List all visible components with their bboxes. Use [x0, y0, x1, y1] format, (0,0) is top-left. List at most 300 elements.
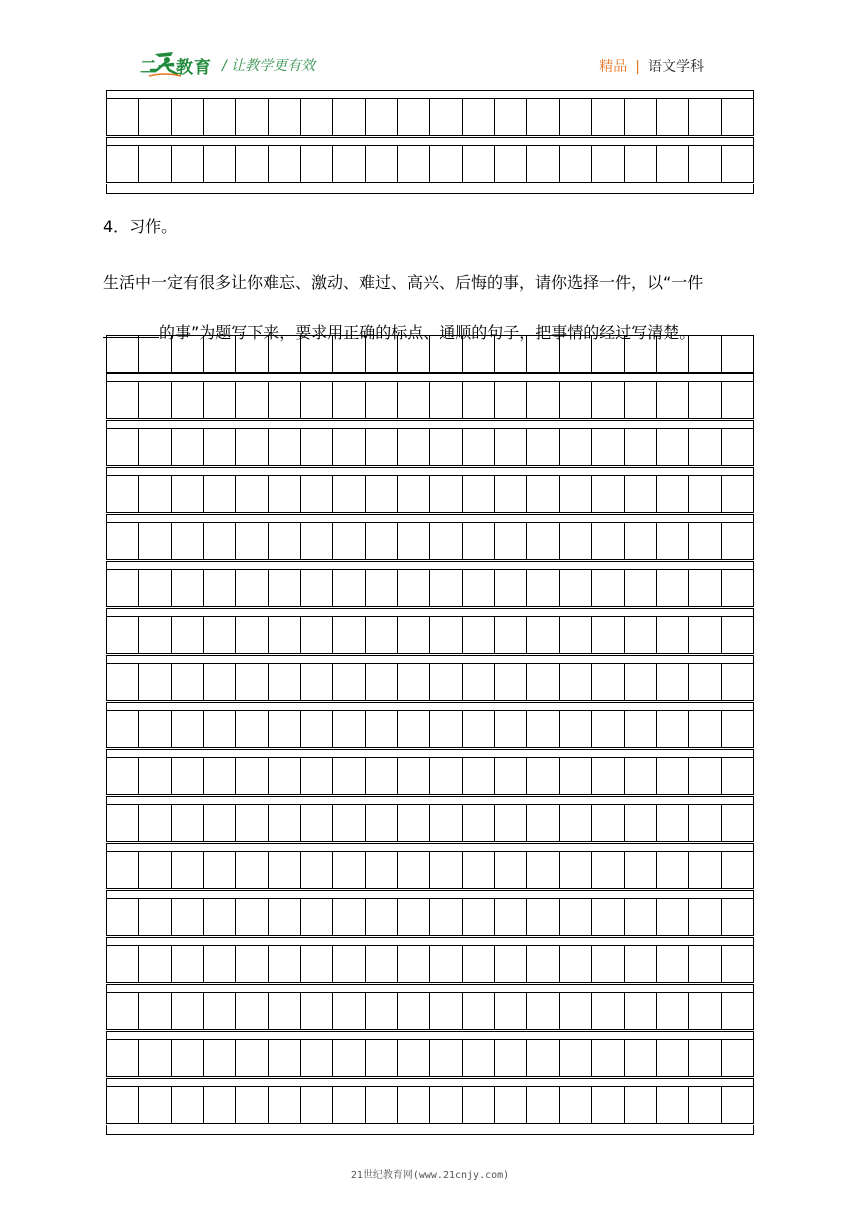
grid-cell[interactable] [301, 476, 333, 512]
grid-cell[interactable] [333, 382, 365, 418]
grid-cell[interactable] [689, 617, 721, 653]
grid-cell[interactable] [172, 523, 204, 559]
grid-cell[interactable] [204, 805, 236, 841]
grid-cell[interactable] [172, 946, 204, 982]
grid-cell[interactable] [495, 617, 527, 653]
grid-cell[interactable] [592, 805, 624, 841]
grid-cell[interactable] [139, 382, 171, 418]
grid-cell[interactable] [463, 946, 495, 982]
grid-cell[interactable] [657, 570, 689, 606]
grid-cell[interactable] [107, 805, 139, 841]
grid-cell[interactable] [657, 758, 689, 794]
grid-cell[interactable] [625, 805, 657, 841]
grid-cell[interactable] [107, 523, 139, 559]
grid-cell[interactable] [657, 523, 689, 559]
grid-cell[interactable] [495, 758, 527, 794]
grid-cell[interactable] [722, 99, 753, 135]
grid-cell[interactable] [560, 382, 592, 418]
grid-cell[interactable] [333, 146, 365, 182]
grid-cell[interactable] [172, 382, 204, 418]
grid-cell[interactable] [107, 336, 139, 372]
grid-cell[interactable] [366, 758, 398, 794]
grid-cell[interactable] [689, 429, 721, 465]
grid-cell[interactable] [689, 946, 721, 982]
grid-cell[interactable] [301, 664, 333, 700]
grid-cell[interactable] [657, 664, 689, 700]
grid-cell[interactable] [592, 476, 624, 512]
grid-cell[interactable] [236, 711, 268, 747]
grid-cell[interactable] [430, 146, 462, 182]
grid-cell[interactable] [430, 336, 462, 372]
grid-cell[interactable] [722, 617, 753, 653]
grid-cell[interactable] [689, 476, 721, 512]
grid-cell[interactable] [366, 993, 398, 1029]
grid-cell[interactable] [527, 805, 559, 841]
grid-cell[interactable] [430, 476, 462, 512]
grid-cell[interactable] [107, 570, 139, 606]
grid-cell[interactable] [463, 664, 495, 700]
grid-cell[interactable] [463, 146, 495, 182]
grid-cell[interactable] [301, 758, 333, 794]
grid-cell[interactable] [592, 382, 624, 418]
grid-cell[interactable] [495, 946, 527, 982]
grid-cell[interactable] [430, 429, 462, 465]
grid-cell[interactable] [333, 523, 365, 559]
grid-cell[interactable] [398, 336, 430, 372]
grid-cell[interactable] [366, 711, 398, 747]
grid-cell[interactable] [107, 711, 139, 747]
grid-cell[interactable] [301, 993, 333, 1029]
grid-cell[interactable] [527, 570, 559, 606]
grid-cell[interactable] [204, 99, 236, 135]
grid-cell[interactable] [301, 946, 333, 982]
grid-cell[interactable] [139, 852, 171, 888]
grid-cell[interactable] [333, 664, 365, 700]
grid-cell[interactable] [204, 570, 236, 606]
grid-cell[interactable] [398, 1040, 430, 1076]
grid-cell[interactable] [301, 1087, 333, 1123]
grid-cell[interactable] [139, 570, 171, 606]
grid-cell[interactable] [560, 336, 592, 372]
grid-cell[interactable] [204, 993, 236, 1029]
grid-cell[interactable] [139, 146, 171, 182]
grid-cell[interactable] [657, 476, 689, 512]
grid-cell[interactable] [139, 664, 171, 700]
grid-cell[interactable] [333, 805, 365, 841]
grid-cell[interactable] [527, 1040, 559, 1076]
grid-cell[interactable] [722, 805, 753, 841]
grid-cell[interactable] [527, 758, 559, 794]
grid-cell[interactable] [722, 664, 753, 700]
grid-cell[interactable] [722, 476, 753, 512]
grid-cell[interactable] [657, 805, 689, 841]
grid-cell[interactable] [398, 570, 430, 606]
grid-cell[interactable] [269, 570, 301, 606]
grid-cell[interactable] [333, 758, 365, 794]
grid-cell[interactable] [107, 1040, 139, 1076]
grid-cell[interactable] [722, 336, 753, 372]
grid-cell[interactable] [366, 946, 398, 982]
grid-cell[interactable] [689, 99, 721, 135]
grid-cell[interactable] [172, 899, 204, 935]
grid-cell[interactable] [527, 476, 559, 512]
grid-cell[interactable] [560, 617, 592, 653]
grid-cell[interactable] [463, 993, 495, 1029]
grid-cell[interactable] [527, 993, 559, 1029]
grid-cell[interactable] [527, 899, 559, 935]
grid-cell[interactable] [657, 429, 689, 465]
grid-cell[interactable] [366, 382, 398, 418]
grid-cell[interactable] [398, 99, 430, 135]
grid-cell[interactable] [204, 617, 236, 653]
grid-cell[interactable] [722, 146, 753, 182]
grid-cell[interactable] [430, 758, 462, 794]
grid-cell[interactable] [398, 758, 430, 794]
grid-cell[interactable] [139, 429, 171, 465]
grid-cell[interactable] [560, 758, 592, 794]
grid-cell[interactable] [236, 758, 268, 794]
grid-cell[interactable] [172, 476, 204, 512]
grid-cell[interactable] [204, 476, 236, 512]
grid-cell[interactable] [625, 570, 657, 606]
grid-cell[interactable] [269, 758, 301, 794]
grid-cell[interactable] [625, 523, 657, 559]
grid-cell[interactable] [236, 852, 268, 888]
grid-cell[interactable] [204, 382, 236, 418]
grid-cell[interactable] [430, 852, 462, 888]
grid-cell[interactable] [657, 1040, 689, 1076]
grid-cell[interactable] [657, 899, 689, 935]
grid-cell[interactable] [398, 146, 430, 182]
grid-cell[interactable] [366, 476, 398, 512]
grid-cell[interactable] [625, 146, 657, 182]
grid-cell[interactable] [139, 805, 171, 841]
grid-cell[interactable] [204, 523, 236, 559]
grid-cell[interactable] [139, 336, 171, 372]
grid-cell[interactable] [527, 382, 559, 418]
grid-cell[interactable] [236, 476, 268, 512]
grid-cell[interactable] [269, 382, 301, 418]
grid-cell[interactable] [301, 146, 333, 182]
grid-cell[interactable] [107, 99, 139, 135]
grid-cell[interactable] [463, 711, 495, 747]
grid-cell[interactable] [139, 476, 171, 512]
grid-cell[interactable] [689, 852, 721, 888]
grid-cell[interactable] [463, 758, 495, 794]
grid-cell[interactable] [527, 664, 559, 700]
grid-cell[interactable] [398, 852, 430, 888]
grid-cell[interactable] [430, 523, 462, 559]
grid-cell[interactable] [269, 99, 301, 135]
grid-cell[interactable] [689, 758, 721, 794]
grid-cell[interactable] [430, 570, 462, 606]
grid-cell[interactable] [495, 1087, 527, 1123]
grid-cell[interactable] [592, 617, 624, 653]
grid-cell[interactable] [625, 664, 657, 700]
grid-cell[interactable] [366, 99, 398, 135]
grid-cell[interactable] [560, 946, 592, 982]
grid-cell[interactable] [398, 523, 430, 559]
grid-cell[interactable] [430, 805, 462, 841]
grid-cell[interactable] [398, 711, 430, 747]
grid-cell[interactable] [204, 429, 236, 465]
grid-cell[interactable] [722, 711, 753, 747]
grid-cell[interactable] [495, 899, 527, 935]
grid-cell[interactable] [107, 617, 139, 653]
grid-cell[interactable] [430, 993, 462, 1029]
grid-cell[interactable] [366, 146, 398, 182]
grid-cell[interactable] [625, 429, 657, 465]
grid-cell[interactable] [463, 429, 495, 465]
grid-cell[interactable] [398, 429, 430, 465]
grid-cell[interactable] [560, 711, 592, 747]
grid-cell[interactable] [107, 664, 139, 700]
grid-cell[interactable] [463, 1087, 495, 1123]
grid-cell[interactable] [333, 570, 365, 606]
grid-cell[interactable] [657, 946, 689, 982]
grid-cell[interactable] [495, 146, 527, 182]
grid-cell[interactable] [527, 429, 559, 465]
grid-cell[interactable] [430, 617, 462, 653]
grid-cell[interactable] [398, 664, 430, 700]
grid-cell[interactable] [689, 711, 721, 747]
grid-cell[interactable] [366, 852, 398, 888]
grid-cell[interactable] [269, 852, 301, 888]
grid-cell[interactable] [172, 664, 204, 700]
grid-cell[interactable] [689, 1087, 721, 1123]
grid-cell[interactable] [430, 1040, 462, 1076]
grid-cell[interactable] [398, 899, 430, 935]
grid-cell[interactable] [689, 382, 721, 418]
grid-cell[interactable] [236, 99, 268, 135]
grid-cell[interactable] [592, 993, 624, 1029]
grid-cell[interactable] [269, 664, 301, 700]
grid-cell[interactable] [204, 146, 236, 182]
grid-cell[interactable] [139, 617, 171, 653]
grid-cell[interactable] [657, 852, 689, 888]
grid-cell[interactable] [592, 1087, 624, 1123]
grid-cell[interactable] [495, 429, 527, 465]
grid-cell[interactable] [625, 99, 657, 135]
grid-cell[interactable] [301, 852, 333, 888]
grid-cell[interactable] [430, 382, 462, 418]
grid-cell[interactable] [333, 336, 365, 372]
grid-cell[interactable] [301, 617, 333, 653]
grid-cell[interactable] [625, 711, 657, 747]
grid-cell[interactable] [689, 805, 721, 841]
grid-cell[interactable] [625, 946, 657, 982]
grid-cell[interactable] [527, 852, 559, 888]
grid-cell[interactable] [236, 429, 268, 465]
grid-cell[interactable] [689, 523, 721, 559]
grid-cell[interactable] [463, 899, 495, 935]
grid-cell[interactable] [430, 711, 462, 747]
grid-cell[interactable] [560, 570, 592, 606]
grid-cell[interactable] [398, 805, 430, 841]
grid-cell[interactable] [430, 899, 462, 935]
grid-cell[interactable] [495, 523, 527, 559]
grid-cell[interactable] [463, 336, 495, 372]
grid-cell[interactable] [333, 99, 365, 135]
grid-cell[interactable] [527, 146, 559, 182]
grid-cell[interactable] [107, 429, 139, 465]
grid-cell[interactable] [172, 1040, 204, 1076]
grid-cell[interactable] [366, 664, 398, 700]
grid-cell[interactable] [398, 1087, 430, 1123]
grid-cell[interactable] [139, 99, 171, 135]
grid-cell[interactable] [463, 1040, 495, 1076]
grid-cell[interactable] [625, 899, 657, 935]
grid-cell[interactable] [107, 146, 139, 182]
grid-cell[interactable] [722, 852, 753, 888]
grid-cell[interactable] [172, 1087, 204, 1123]
grid-cell[interactable] [236, 993, 268, 1029]
grid-cell[interactable] [592, 336, 624, 372]
grid-cell[interactable] [495, 99, 527, 135]
grid-cell[interactable] [560, 664, 592, 700]
grid-cell[interactable] [689, 664, 721, 700]
grid-cell[interactable] [625, 1087, 657, 1123]
grid-cell[interactable] [625, 852, 657, 888]
grid-cell[interactable] [657, 146, 689, 182]
grid-cell[interactable] [463, 570, 495, 606]
grid-cell[interactable] [139, 899, 171, 935]
grid-cell[interactable] [657, 1087, 689, 1123]
grid-cell[interactable] [269, 1040, 301, 1076]
grid-cell[interactable] [560, 429, 592, 465]
grid-cell[interactable] [592, 899, 624, 935]
grid-cell[interactable] [172, 146, 204, 182]
grid-cell[interactable] [366, 429, 398, 465]
grid-cell[interactable] [301, 382, 333, 418]
grid-cell[interactable] [236, 382, 268, 418]
grid-cell[interactable] [236, 946, 268, 982]
grid-cell[interactable] [204, 1040, 236, 1076]
grid-cell[interactable] [463, 99, 495, 135]
grid-cell[interactable] [689, 336, 721, 372]
grid-cell[interactable] [269, 476, 301, 512]
grid-cell[interactable] [172, 429, 204, 465]
grid-cell[interactable] [172, 852, 204, 888]
grid-cell[interactable] [527, 711, 559, 747]
grid-cell[interactable] [527, 99, 559, 135]
grid-cell[interactable] [592, 570, 624, 606]
grid-cell[interactable] [560, 1040, 592, 1076]
grid-cell[interactable] [172, 758, 204, 794]
grid-cell[interactable] [625, 617, 657, 653]
grid-cell[interactable] [495, 476, 527, 512]
grid-cell[interactable] [107, 382, 139, 418]
grid-cell[interactable] [592, 852, 624, 888]
grid-cell[interactable] [204, 899, 236, 935]
grid-cell[interactable] [139, 711, 171, 747]
grid-cell[interactable] [560, 476, 592, 512]
grid-cell[interactable] [560, 852, 592, 888]
grid-cell[interactable] [107, 946, 139, 982]
grid-cell[interactable] [495, 805, 527, 841]
grid-cell[interactable] [560, 146, 592, 182]
grid-cell[interactable] [366, 617, 398, 653]
grid-cell[interactable] [107, 899, 139, 935]
grid-cell[interactable] [592, 146, 624, 182]
grid-cell[interactable] [204, 711, 236, 747]
grid-cell[interactable] [592, 1040, 624, 1076]
grid-cell[interactable] [333, 899, 365, 935]
grid-cell[interactable] [172, 336, 204, 372]
grid-cell[interactable] [560, 993, 592, 1029]
grid-cell[interactable] [495, 336, 527, 372]
grid-cell[interactable] [463, 805, 495, 841]
grid-cell[interactable] [398, 993, 430, 1029]
grid-cell[interactable] [722, 758, 753, 794]
grid-cell[interactable] [204, 758, 236, 794]
grid-cell[interactable] [333, 476, 365, 512]
grid-cell[interactable] [592, 946, 624, 982]
grid-cell[interactable] [333, 1040, 365, 1076]
grid-cell[interactable] [236, 899, 268, 935]
grid-cell[interactable] [172, 993, 204, 1029]
grid-cell[interactable] [366, 336, 398, 372]
grid-cell[interactable] [495, 993, 527, 1029]
grid-cell[interactable] [269, 429, 301, 465]
grid-cell[interactable] [495, 664, 527, 700]
grid-cell[interactable] [625, 476, 657, 512]
grid-cell[interactable] [722, 382, 753, 418]
grid-cell[interactable] [139, 758, 171, 794]
grid-cell[interactable] [625, 382, 657, 418]
grid-cell[interactable] [366, 1087, 398, 1123]
grid-cell[interactable] [527, 617, 559, 653]
grid-cell[interactable] [269, 711, 301, 747]
grid-cell[interactable] [657, 617, 689, 653]
grid-cell[interactable] [722, 1040, 753, 1076]
grid-cell[interactable] [463, 476, 495, 512]
grid-cell[interactable] [301, 570, 333, 606]
grid-cell[interactable] [527, 946, 559, 982]
grid-cell[interactable] [204, 664, 236, 700]
grid-cell[interactable] [269, 146, 301, 182]
grid-cell[interactable] [333, 429, 365, 465]
grid-cell[interactable] [495, 1040, 527, 1076]
grid-cell[interactable] [560, 899, 592, 935]
grid-cell[interactable] [592, 711, 624, 747]
grid-cell[interactable] [657, 993, 689, 1029]
grid-cell[interactable] [592, 664, 624, 700]
grid-cell[interactable] [495, 382, 527, 418]
grid-cell[interactable] [495, 852, 527, 888]
grid-cell[interactable] [689, 570, 721, 606]
grid-cell[interactable] [139, 993, 171, 1029]
grid-cell[interactable] [301, 336, 333, 372]
grid-cell[interactable] [689, 146, 721, 182]
grid-cell[interactable] [527, 1087, 559, 1123]
grid-cell[interactable] [301, 99, 333, 135]
grid-cell[interactable] [172, 711, 204, 747]
grid-cell[interactable] [236, 805, 268, 841]
grid-cell[interactable] [430, 664, 462, 700]
grid-cell[interactable] [366, 1040, 398, 1076]
grid-cell[interactable] [236, 664, 268, 700]
grid-cell[interactable] [301, 805, 333, 841]
grid-cell[interactable] [236, 336, 268, 372]
grid-cell[interactable] [463, 617, 495, 653]
grid-cell[interactable] [463, 852, 495, 888]
grid-cell[interactable] [366, 523, 398, 559]
grid-cell[interactable] [139, 1040, 171, 1076]
grid-cell[interactable] [592, 429, 624, 465]
grid-cell[interactable] [269, 523, 301, 559]
grid-cell[interactable] [204, 852, 236, 888]
